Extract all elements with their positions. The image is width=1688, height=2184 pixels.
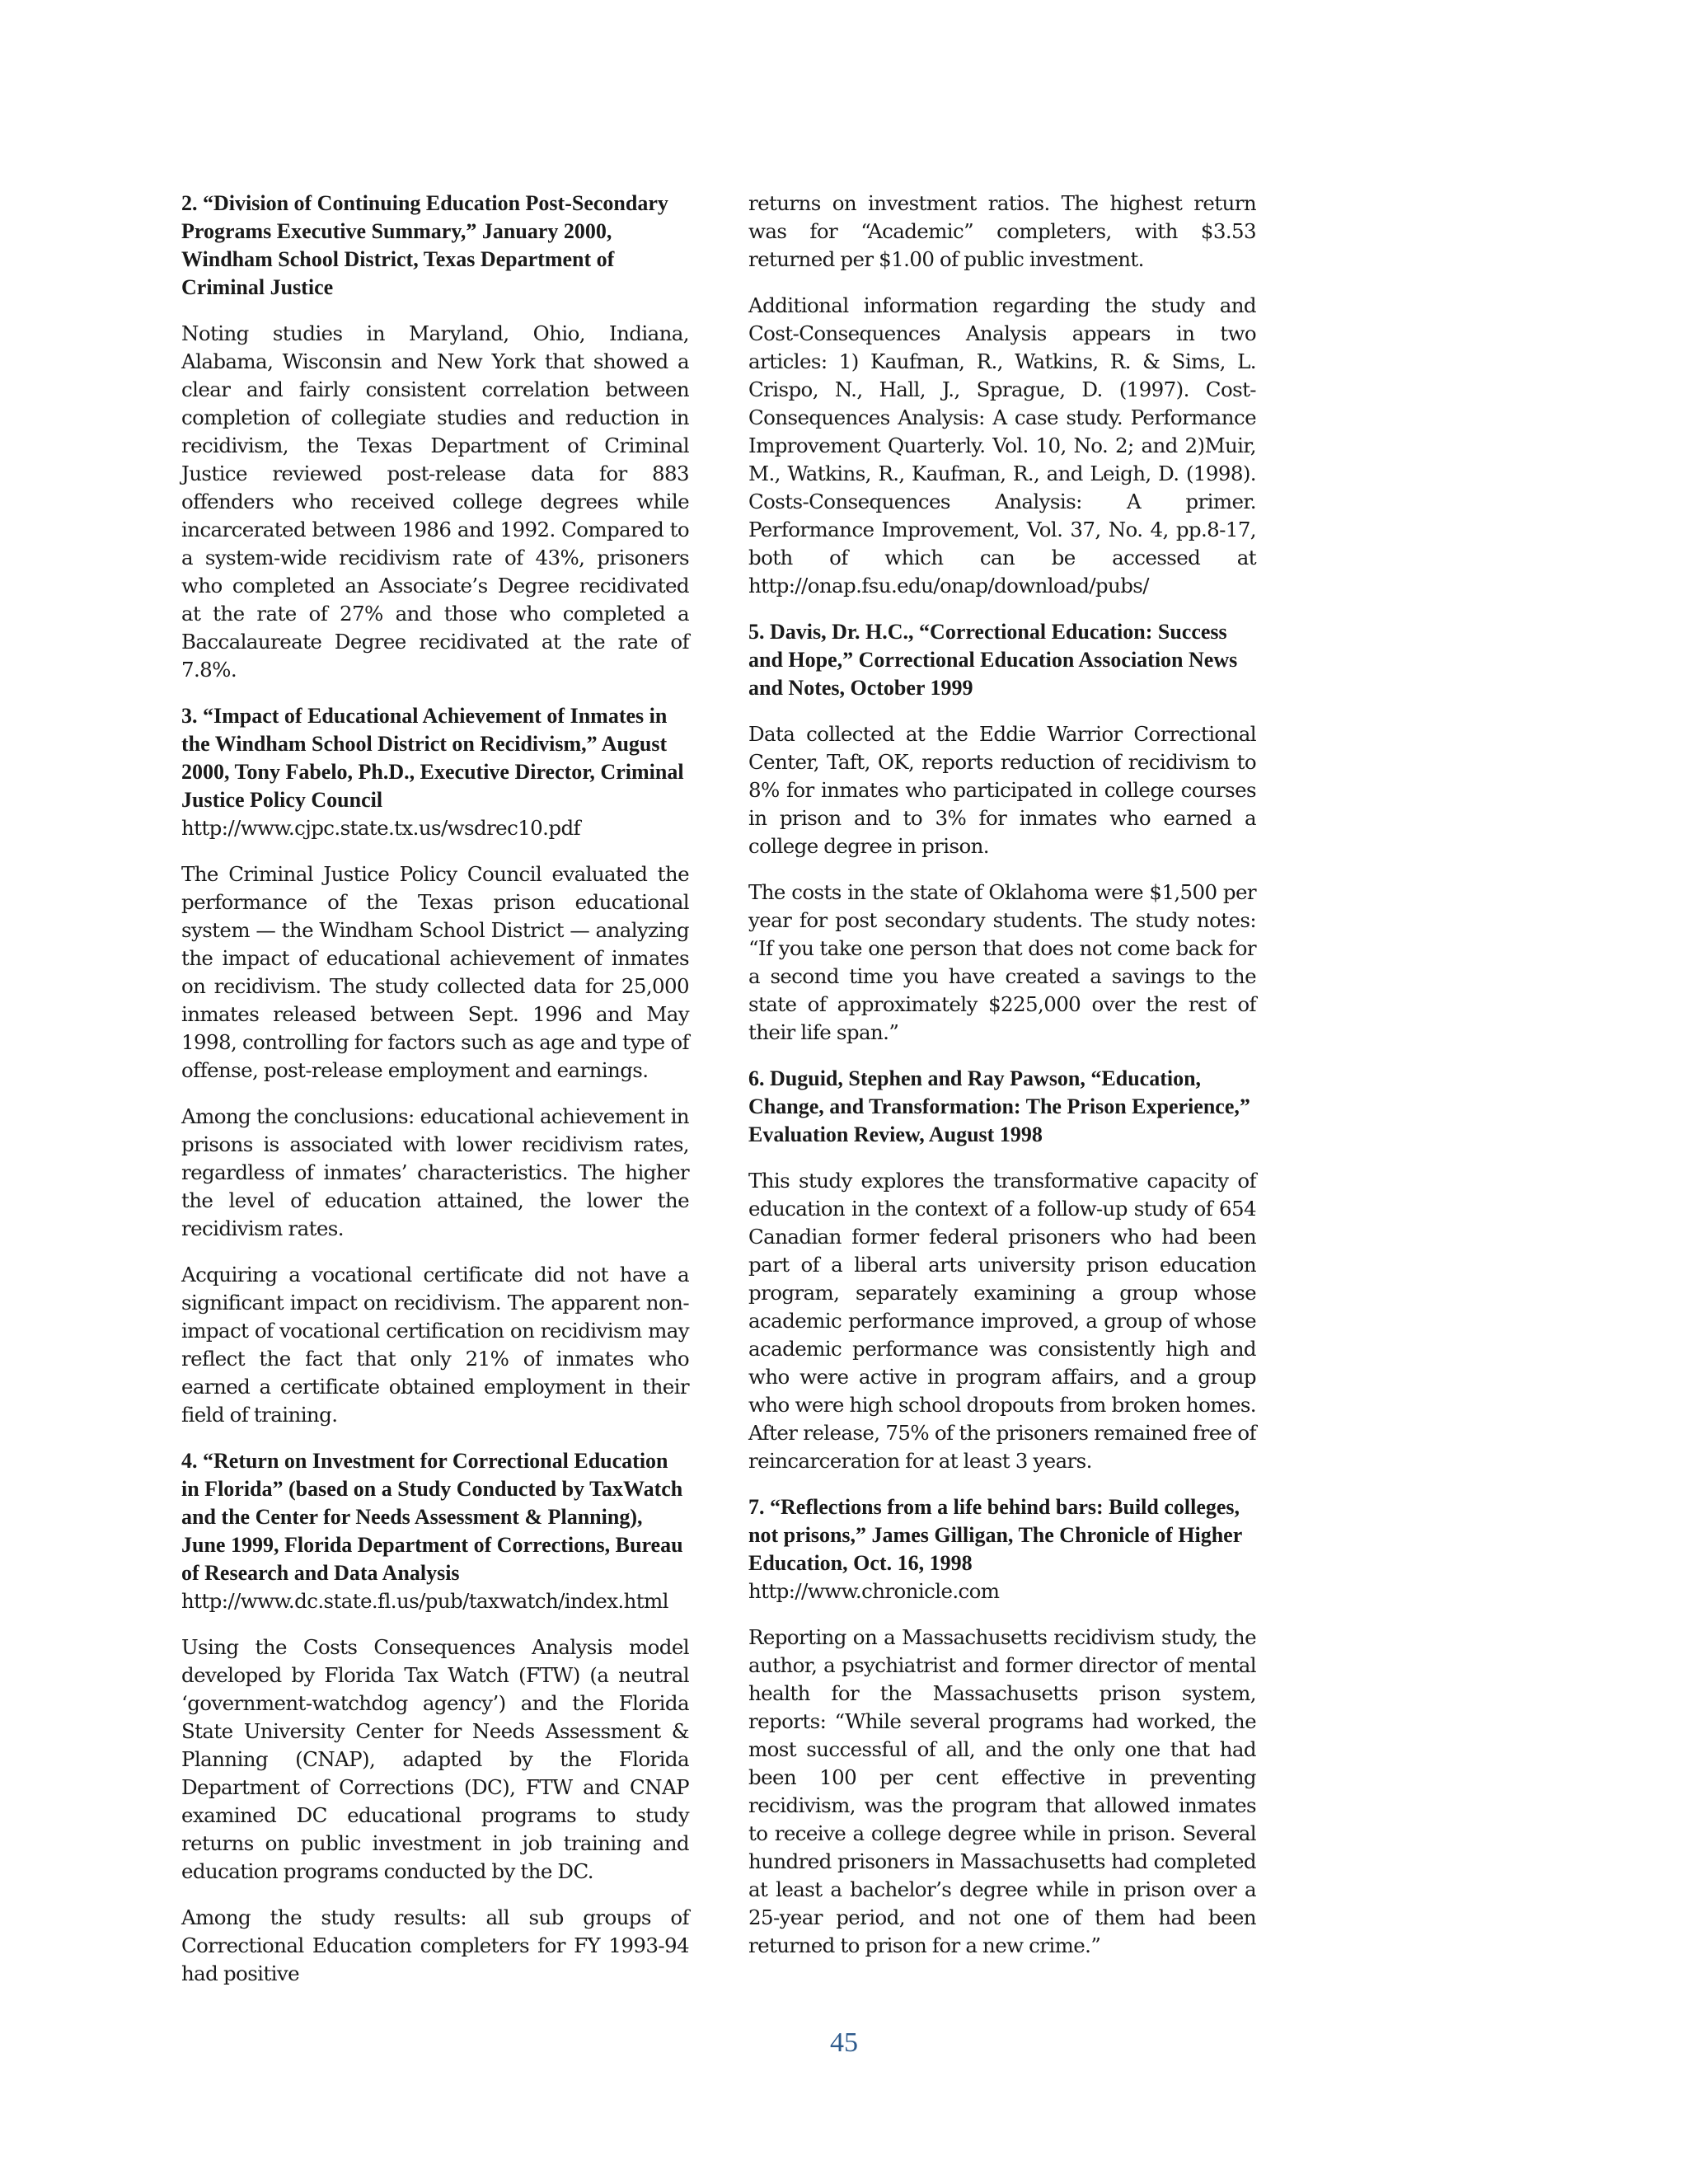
page-number: 45 (830, 2027, 858, 2058)
section-3-url: http://www.cjpc.state.tx.us/wsdrec10.pdf (181, 816, 580, 840)
section-4-title: 4. “Return on Investment for Correctional Education in Florida” (based on a Study Conducted by TaxWatch and the Center for Needs Assessment & Planning), June 1999, Florida Department of Corrections, Bureau of Research and Data Analysis (181, 1449, 683, 1585)
section-4-heading (181, 1447, 689, 1615)
section-5-paragraph-1: Data collected at the Eddie Warrior Correctional Center, Taft, OK, reports reduction of recidivism to 8% for inmates who participated in college courses in prison and to 3% for inmates who earned a college degree in prison. (748, 722, 1256, 858)
section-7-title: 7. “Reflections from a life behind bars: Build colleges, not prisons,” James Gilligan, The Chronicle of Higher Education, Oct. 16, 1998 (748, 1495, 1242, 1575)
section-5-paragraph-2: The costs in the state of Oklahoma were $1,500 per year for post secondary students. The study notes: “If you take one person that does not come back for a second time you have created a savings to the state of approximately $225,000 over the rest of their life span.” (748, 880, 1256, 1044)
section-6-heading: 6. Duguid, Stephen and Ray Pawson, “Education, Change, and Transformation: The Prison Experience,” Evaluation Review, August 1998 (748, 1066, 1250, 1146)
section-7-url: http://www.chronicle.com (748, 1579, 1000, 1603)
section-4-continued-paragraph-2: Additional information regarding the study and Cost-Consequences Analysis appears in two articles: 1) Kaufman, R., Watkins, R. & Sims, L. Crispo, N., Hall, J., Sprague, D. (1997). Cost-Consequences Analysis: A case study. Performance Improvement Quarterly. Vol. 10, No. 2; and 2)Muir, M., Watkins, R., Kaufman, R., and Leigh, D. (1998). Costs-Consequences Analysis: A primer. Performance Improvement, Vol. 37, No. 4, pp.8-17, both of which can be accessed at http://onap.fsu.edu/onap/download/pubs/ (748, 293, 1256, 598)
section-5-heading: 5. Davis, Dr. H.C., “Correctional Education: Success and Hope,” Correctional Education Association News and Notes, October 1999 (748, 620, 1238, 700)
left-column (181, 190, 689, 2006)
section-7-paragraph-1: Reporting on a Massachusetts recidivism study, the author, a psychiatrist and former director of mental health for the Massachusetts prison system, reports: “While several programs had worked, the most successful of all, and the only one that had been 100 per cent effective in preventing recidivism, was the program that allowed inmates to receive a college degree while in prison. Several hundred prisoners in Massachusetts had completed at least a bachelor’s degree while in prison over a 25-year period, and not one of them had been returned to prison for a new crime.” (748, 1625, 1256, 1957)
section-3-paragraph-1: The Criminal Justice Policy Council evaluated the performance of the Texas prison educational system — the Windham School District — analyzing the impact of educational achievement of inmates on recidivism. The study collected data for 25,000 inmates released between Sept. 1996 and May 1998, controlling for factors such as age and type of offense, post-release employment and earnings. (181, 862, 689, 1082)
right-column (748, 190, 1256, 1978)
section-7-heading (748, 1493, 1256, 1605)
section-2-heading: 2. “Division of Continuing Education Post-Secondary Programs Executive Summary,” January 2000, Windham School District, Texas Department of Criminal Justice (181, 191, 668, 299)
section-4-paragraph-1: Using the Costs Consequences Analysis model developed by Florida Tax Watch (FTW) (a neutral ‘government-watchdog agency’) and the Florida State University Center for Needs Assessment & Planning (CNAP), adapted by the Florida Department of Corrections (DC), FTW and CNAP examined DC educational programs to study returns on public investment in job training and education programs conducted by the DC. (181, 1635, 689, 1883)
section-4-url: http://www.dc.state.fl.us/pub/taxwatch/index.html (181, 1589, 668, 1613)
section-3-paragraph-2: Among the conclusions: educational achievement in prisons is associated with lower recidivism rates, regardless of inmates’ characteristics. The higher the level of education attained, the lower the recidivism rates. (181, 1104, 689, 1240)
section-3-paragraph-3: Acquiring a vocational certificate did not have a significant impact on recidivism. The apparent non-impact of vocational certification on recidivism may reflect the fact that only 21% of inmates who earned a certificate obtained employment in their field of training. (181, 1263, 689, 1427)
section-4-continued-paragraph-1: returns on investment ratios. The highest return was for “Academic” completers, with $3.53 returned per $1.00 of public investment. (748, 191, 1256, 271)
section-3-heading (181, 702, 689, 842)
section-4-paragraph-2: Among the study results: all sub groups of Correctional Education completers for FY 1993-94 had positive (181, 1905, 689, 1985)
section-3-title: 3. “Impact of Educational Achievement of Inmates in the Windham School District on Recidivism,” August 2000, Tony Fabelo, Ph.D., Executive Director, Criminal Justice Policy Council (181, 704, 684, 812)
section-6-paragraph-1: This study explores the transformative capacity of education in the context of a follow-up study of 654 Canadian former federal prisoners who had been part of a liberal arts university prison education program, separately examining a group whose academic performance improved, a group of whose academic performance was consistently high and who were active in program affairs, and a group who were high school dropouts from broken homes. After release, 75% of the prisoners remained free of reincarceration for at least 3 years. (748, 1169, 1256, 1473)
section-2-paragraph-1: Noting studies in Maryland, Ohio, Indiana, Alabama, Wisconsin and New York that showed a clear and fairly consistent correlation between completion of collegiate studies and reduction in recidivism, the Texas Department of Criminal Justice reviewed post-release data for 883 offenders who received college degrees while incarcerated between 1986 and 1992. Compared to a system-wide recidivism rate of 43%, prisoners who completed an Associate’s Degree recidivated at the rate of 27% and those who completed a Baccalaureate Degree recidivated at the rate of 7.8%. (181, 321, 689, 682)
